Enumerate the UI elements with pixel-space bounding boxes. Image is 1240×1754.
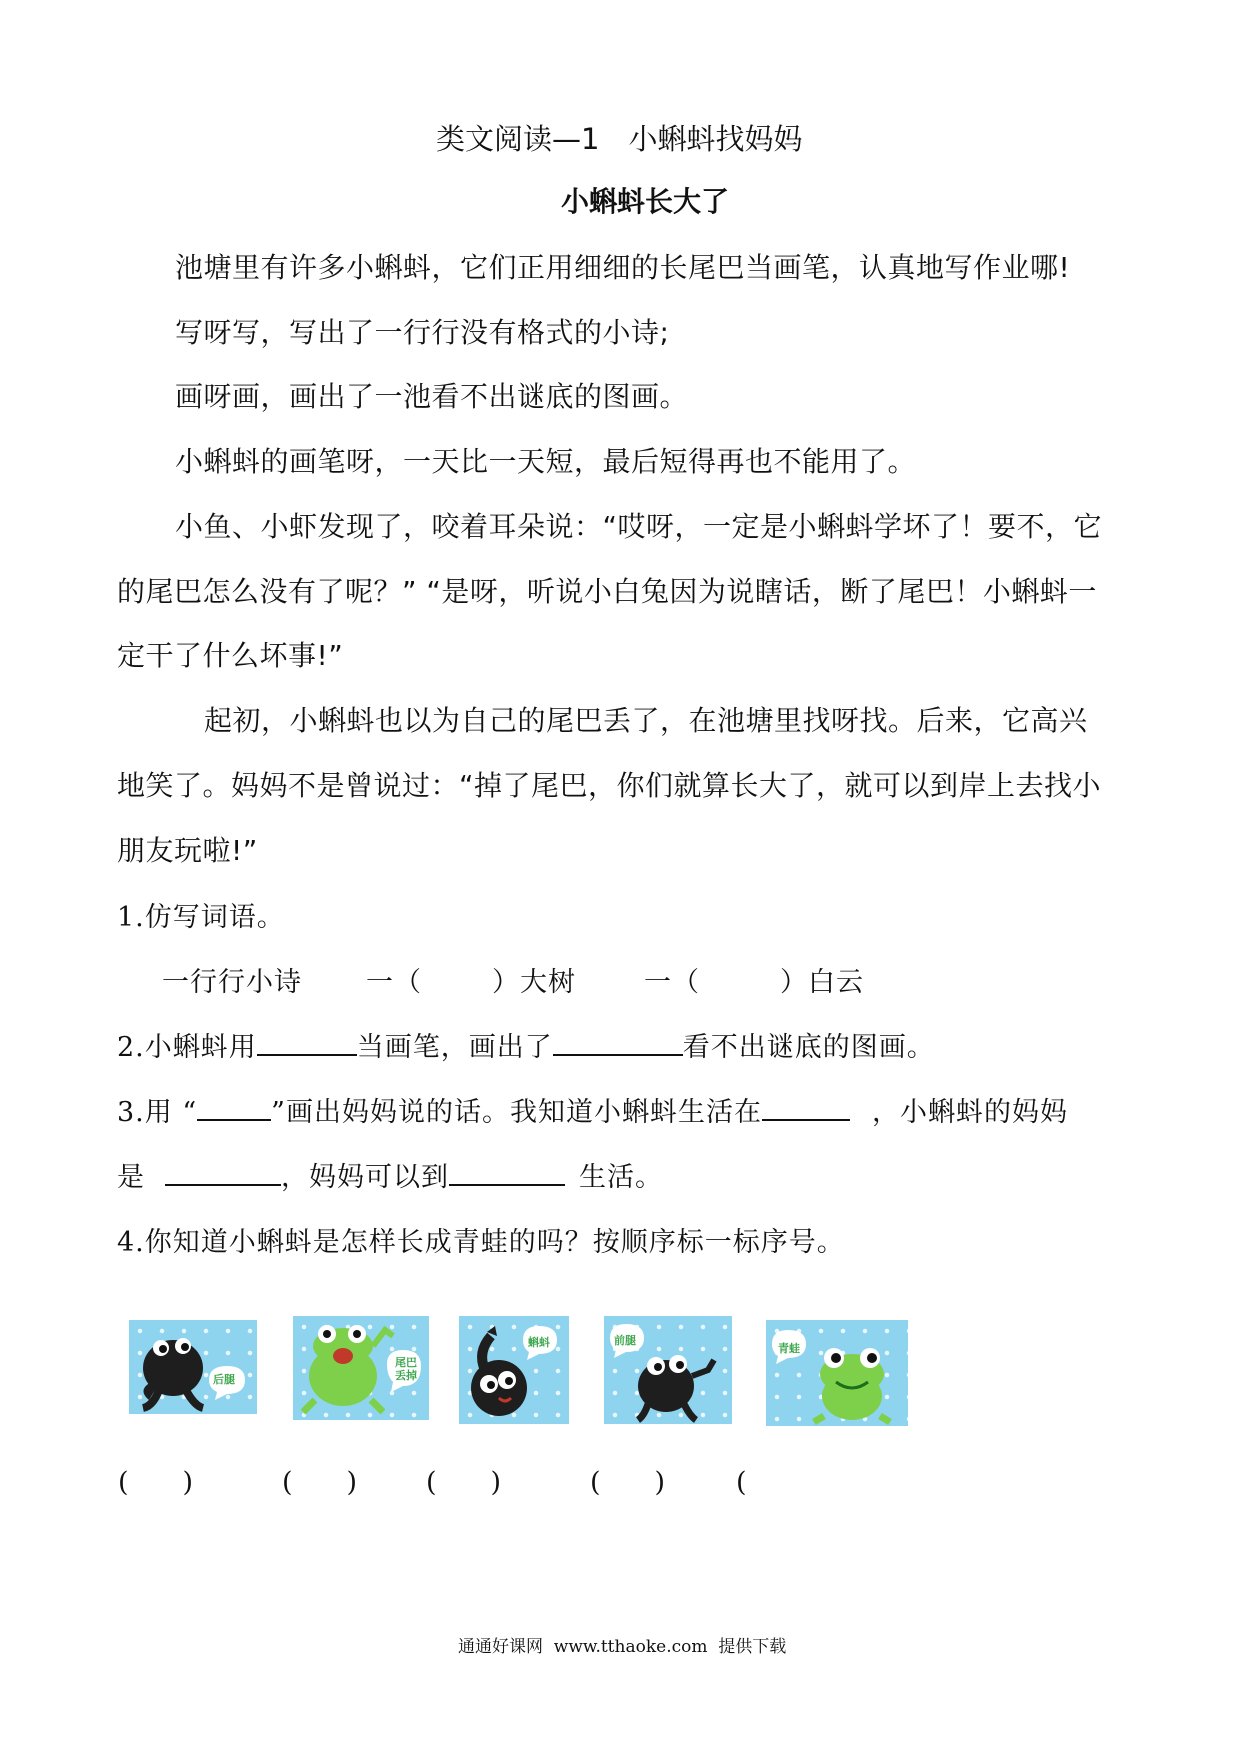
- page-footer: 通通好课网 www.tthaoke.com 提供下载: [458, 1637, 787, 1657]
- paragraph-6-line-3: 朋友玩啦!”: [117, 834, 258, 867]
- q1-item-3-suffix: ）白云: [780, 967, 864, 998]
- paragraph-5-line-2: 的尾巴怎么没有了呢？” “是呀，听说小白兔因为说瞎话，断了尾巴！小蝌蚪一: [117, 575, 1097, 608]
- q1-item-2: [366, 960, 576, 999]
- q3-text-d: 是: [117, 1162, 145, 1193]
- q3-text-e: ，妈妈可以到: [281, 1162, 449, 1193]
- q3-text-c: ，小蝌蚪的妈妈: [871, 1097, 1068, 1128]
- picture-label: 青蛙: [778, 1342, 800, 1355]
- picture-label: 尾巴 丢掉: [395, 1356, 417, 1382]
- q3-text-b: ”画出妈妈说的话。我知道小蝌蚪生活在: [271, 1097, 762, 1128]
- q2-blank-1[interactable]: [257, 1030, 357, 1056]
- picture-label: 蝌蚪: [528, 1336, 550, 1349]
- story-title: 小蝌蚪长大了: [561, 185, 730, 218]
- q3-blank-1[interactable]: [197, 1095, 271, 1121]
- question-3-line-1: [117, 1090, 1068, 1129]
- q1-item-2-prefix: 一（: [366, 967, 422, 998]
- answer-blank-4[interactable]: ( ): [590, 1467, 666, 1498]
- paragraph-5-line-1: 小鱼、小虾发现了，咬着耳朵说：“哎呀，一定是小蝌蚪学坏了！要不，它: [175, 510, 1103, 543]
- q3-text-a: 3.用 “: [117, 1097, 198, 1128]
- q2-text-b: 当画笔，画出了: [356, 1032, 553, 1063]
- answer-blank-2[interactable]: ( ): [282, 1467, 358, 1498]
- picture-label: 前腿: [614, 1334, 636, 1347]
- q3-blank-2[interactable]: [762, 1095, 850, 1121]
- answer-blank-3[interactable]: ( ): [426, 1467, 502, 1498]
- tadpole-hind-legs-icon: [129, 1320, 257, 1414]
- q3-blank-3[interactable]: [165, 1160, 281, 1186]
- paragraph-4: 小蝌蚪的画笔呀，一天比一天短，最后短得再也不能用了。: [175, 445, 917, 478]
- paragraph-1: 池塘里有许多小蝌蚪，它们正用细细的长尾巴当画笔，认真地写作业哪!: [175, 251, 1071, 284]
- frog-icon: [766, 1320, 908, 1426]
- question-2: [117, 1025, 935, 1064]
- q2-text-c: 看不出谜底的图画。: [682, 1032, 935, 1063]
- question-1: 1.仿写词语。: [117, 902, 285, 933]
- answer-blank-5[interactable]: (: [736, 1467, 801, 1498]
- paragraph-5-line-3: 定干了什么坏事!”: [117, 639, 344, 672]
- paragraph-3: 画呀画，画出了一池看不出谜底的图画。: [175, 380, 689, 413]
- q2-blank-2[interactable]: [553, 1030, 683, 1056]
- q1-example: 一行行小诗: [162, 967, 302, 998]
- picture-tadpole-front-legs: [604, 1316, 732, 1424]
- q3-blank-4[interactable]: [449, 1160, 565, 1186]
- q2-text-a: 2.小蝌蚪用: [117, 1032, 257, 1063]
- page-title: 类文阅读—1 小蝌蚪找妈妈: [436, 122, 803, 156]
- paragraph-2: 写呀写，写出了一行行没有格式的小诗;: [175, 316, 670, 349]
- question-3-line-2: [117, 1155, 663, 1194]
- picture-tadpole-hind-legs: [129, 1320, 257, 1414]
- tadpole-icon: [459, 1316, 569, 1424]
- question-4: 4.你知道小蝌蚪是怎样长成青蛙的吗？按顺序标一标序号。: [117, 1227, 845, 1258]
- q1-item-3-prefix: 一（: [644, 967, 700, 998]
- picture-label: 后腿: [213, 1373, 235, 1386]
- q3-text-f: 生活。: [579, 1162, 663, 1193]
- picture-tadpole: [459, 1316, 569, 1424]
- answer-blank-1[interactable]: ( ): [118, 1467, 194, 1498]
- picture-frog: [766, 1320, 908, 1426]
- paragraph-6-line-1: 起初，小蝌蚪也以为自己的尾巴丢了，在池塘里找呀找。后来，它高兴: [204, 704, 1088, 737]
- q1-item-3: [644, 960, 864, 999]
- paragraph-6-line-2: 地笑了。妈妈不是曾说过：“掉了尾巴，你们就算长大了，就可以到岸上去找小: [117, 769, 1102, 802]
- picture-frog-tail-gone: [293, 1316, 429, 1420]
- q1-item-2-suffix: ）大树: [492, 967, 576, 998]
